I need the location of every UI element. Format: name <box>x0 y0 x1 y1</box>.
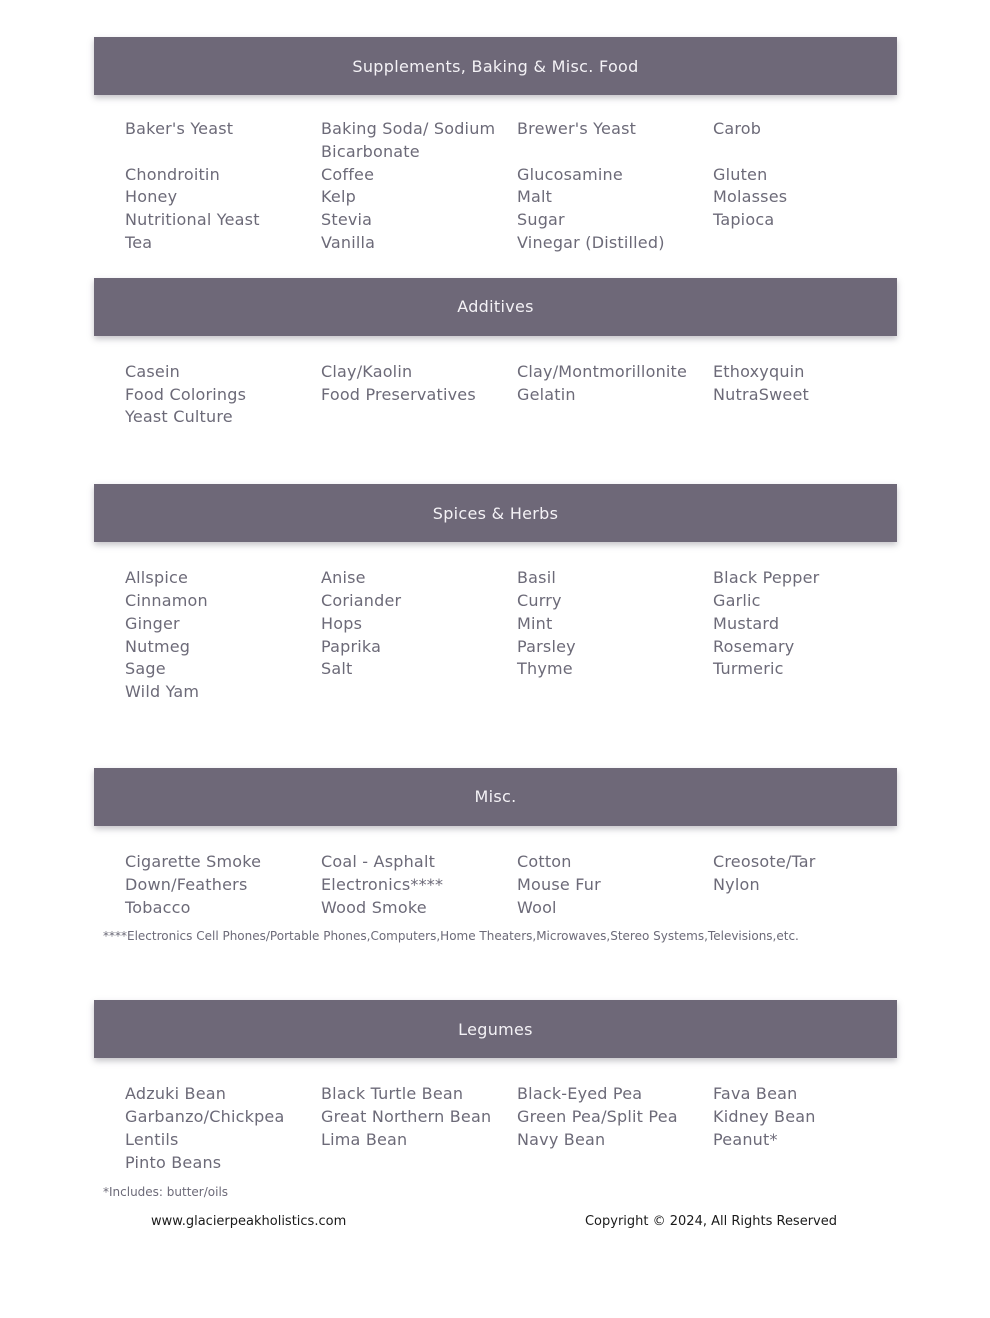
section-header-legumes <box>94 1000 897 1058</box>
section-title-legumes: Legumes <box>458 1019 533 1039</box>
section-title-supplements: Supplements, Baking & Misc. Food <box>352 56 639 76</box>
list-item <box>517 681 713 704</box>
list-item: Paprika <box>321 636 382 656</box>
section-additives <box>94 278 897 429</box>
list-item: Glucosamine <box>517 164 623 184</box>
list-item: Clay/Kaolin <box>321 361 413 381</box>
list-item: Fava Bean <box>713 1084 798 1104</box>
list-item: Tobacco <box>125 897 191 917</box>
list-item <box>517 1152 713 1175</box>
list-item: Mustard <box>713 613 780 633</box>
list-item: Vanilla <box>321 232 376 252</box>
list-item <box>713 232 897 255</box>
section-supplements-baking-misc-food <box>94 37 897 255</box>
list-item: Wild Yam <box>125 682 200 702</box>
item-grid-spices-herbs <box>94 542 897 704</box>
list-item: Ginger <box>125 613 180 633</box>
copyright-text: Copyright © 2024, All Rights Reserved <box>584 1213 837 1229</box>
list-item: Black-Eyed Pea <box>517 1084 643 1104</box>
item-grid-legumes <box>94 1058 897 1174</box>
section-header-supplements <box>94 37 897 95</box>
list-item: Gelatin <box>517 384 576 404</box>
list-item: Stevia <box>321 210 373 230</box>
section-title-spices-herbs: Spices & Herbs <box>432 503 559 523</box>
list-item: Mint <box>517 613 553 633</box>
item-grid-supplements <box>94 95 897 255</box>
list-item: Food Colorings <box>125 384 247 404</box>
list-item: Lentils <box>125 1129 179 1149</box>
list-item: Baker's Yeast <box>125 119 234 138</box>
electronics-footnote: ****Electronics Cell Phones/Portable Phones,Computers,Home Theaters,Microwaves,Stereo Systems,Televisions,etc. <box>103 929 799 944</box>
list-item: Sugar <box>517 210 565 230</box>
list-item: Adzuki Bean <box>125 1084 227 1104</box>
list-item: Ethoxyquin <box>713 361 805 381</box>
butter-oils-footnote: *Includes: butter/oils <box>103 1184 229 1199</box>
list-item: Kidney Bean <box>713 1107 816 1127</box>
list-item: Nutritional Yeast <box>125 210 260 230</box>
list-item: Creosote/Tar <box>713 851 816 871</box>
list-item: Baking Soda/ Sodium Bicarbonate <box>321 119 496 161</box>
list-item <box>713 406 897 429</box>
section-spices-herbs <box>94 484 897 704</box>
list-item: Anise <box>321 568 366 588</box>
list-item: Rosemary <box>713 636 795 656</box>
list-item: Garlic <box>713 590 761 610</box>
list-item: Vinegar (Distilled) <box>517 232 665 252</box>
list-item: Coffee <box>321 164 375 184</box>
list-item: Green Pea/Split Pea <box>517 1107 678 1127</box>
list-item <box>321 681 517 704</box>
page-footer <box>94 1214 897 1229</box>
list-item: Malt <box>517 187 553 207</box>
item-grid-misc <box>94 826 897 919</box>
list-item: Tea <box>125 232 153 252</box>
list-item <box>713 897 897 920</box>
list-item: Allspice <box>125 568 189 588</box>
list-item <box>321 406 517 429</box>
list-item: Navy Bean <box>517 1129 606 1149</box>
list-item: Gluten <box>713 164 768 184</box>
list-item: Yeast Culture <box>125 407 233 427</box>
section-title-additives: Additives <box>457 297 534 317</box>
list-item: Carob <box>713 119 762 138</box>
section-legumes <box>94 1000 897 1199</box>
list-item: Honey <box>125 187 178 207</box>
list-item: Hops <box>321 613 363 633</box>
list-item: Sage <box>125 659 166 679</box>
list-item: Salt <box>321 659 353 679</box>
list-item: Parsley <box>517 636 576 656</box>
list-item: Coriander <box>321 590 402 610</box>
list-item: Cotton <box>517 851 572 871</box>
list-item: Cinnamon <box>125 590 208 610</box>
list-item <box>713 681 897 704</box>
list-item: Great Northern Bean <box>321 1107 492 1127</box>
list-item: Garbanzo/Chickpea <box>125 1107 285 1127</box>
section-header-spices-herbs <box>94 484 897 542</box>
list-item <box>713 1152 897 1175</box>
item-grid-additives <box>94 336 897 429</box>
list-item: Wool <box>517 897 557 917</box>
list-item: Black Turtle Bean <box>321 1084 464 1104</box>
list-item: Tapioca <box>713 210 775 230</box>
list-item: Food Preservatives <box>321 384 476 404</box>
section-misc <box>94 768 897 944</box>
list-item: Nutmeg <box>125 636 191 656</box>
section-header-misc <box>94 768 897 826</box>
list-item: Chondroitin <box>125 164 220 184</box>
list-item: Coal - Asphalt <box>321 851 436 871</box>
section-header-additives <box>94 278 897 336</box>
list-item <box>517 406 713 429</box>
list-item: Brewer's Yeast <box>517 119 637 138</box>
list-item: Turmeric <box>713 659 784 679</box>
food-sensitivity-document <box>94 37 897 1229</box>
list-item: Cigarette Smoke <box>125 851 262 871</box>
list-item: Peanut* <box>713 1129 778 1149</box>
list-item: Nylon <box>713 874 760 894</box>
list-item <box>321 1152 517 1175</box>
list-item: Mouse Fur <box>517 874 601 894</box>
list-item: Casein <box>125 361 180 381</box>
list-item: Down/Feathers <box>125 874 248 894</box>
list-item: NutraSweet <box>713 384 809 404</box>
list-item: Black Pepper <box>713 568 820 588</box>
list-item: Lima Bean <box>321 1129 408 1149</box>
list-item: Molasses <box>713 187 788 207</box>
list-item: Thyme <box>517 659 573 679</box>
list-item: Curry <box>517 590 562 610</box>
list-item: Basil <box>517 568 557 588</box>
list-item: Wood Smoke <box>321 897 427 917</box>
section-title-misc: Misc. <box>474 787 517 807</box>
list-item: Electronics**** <box>321 874 444 894</box>
list-item: Pinto Beans <box>125 1152 222 1172</box>
list-item: Clay/Montmorillonite <box>517 361 688 381</box>
list-item: Kelp <box>321 187 356 207</box>
website-link[interactable]: www.glacierpeakholistics.com <box>151 1213 347 1229</box>
